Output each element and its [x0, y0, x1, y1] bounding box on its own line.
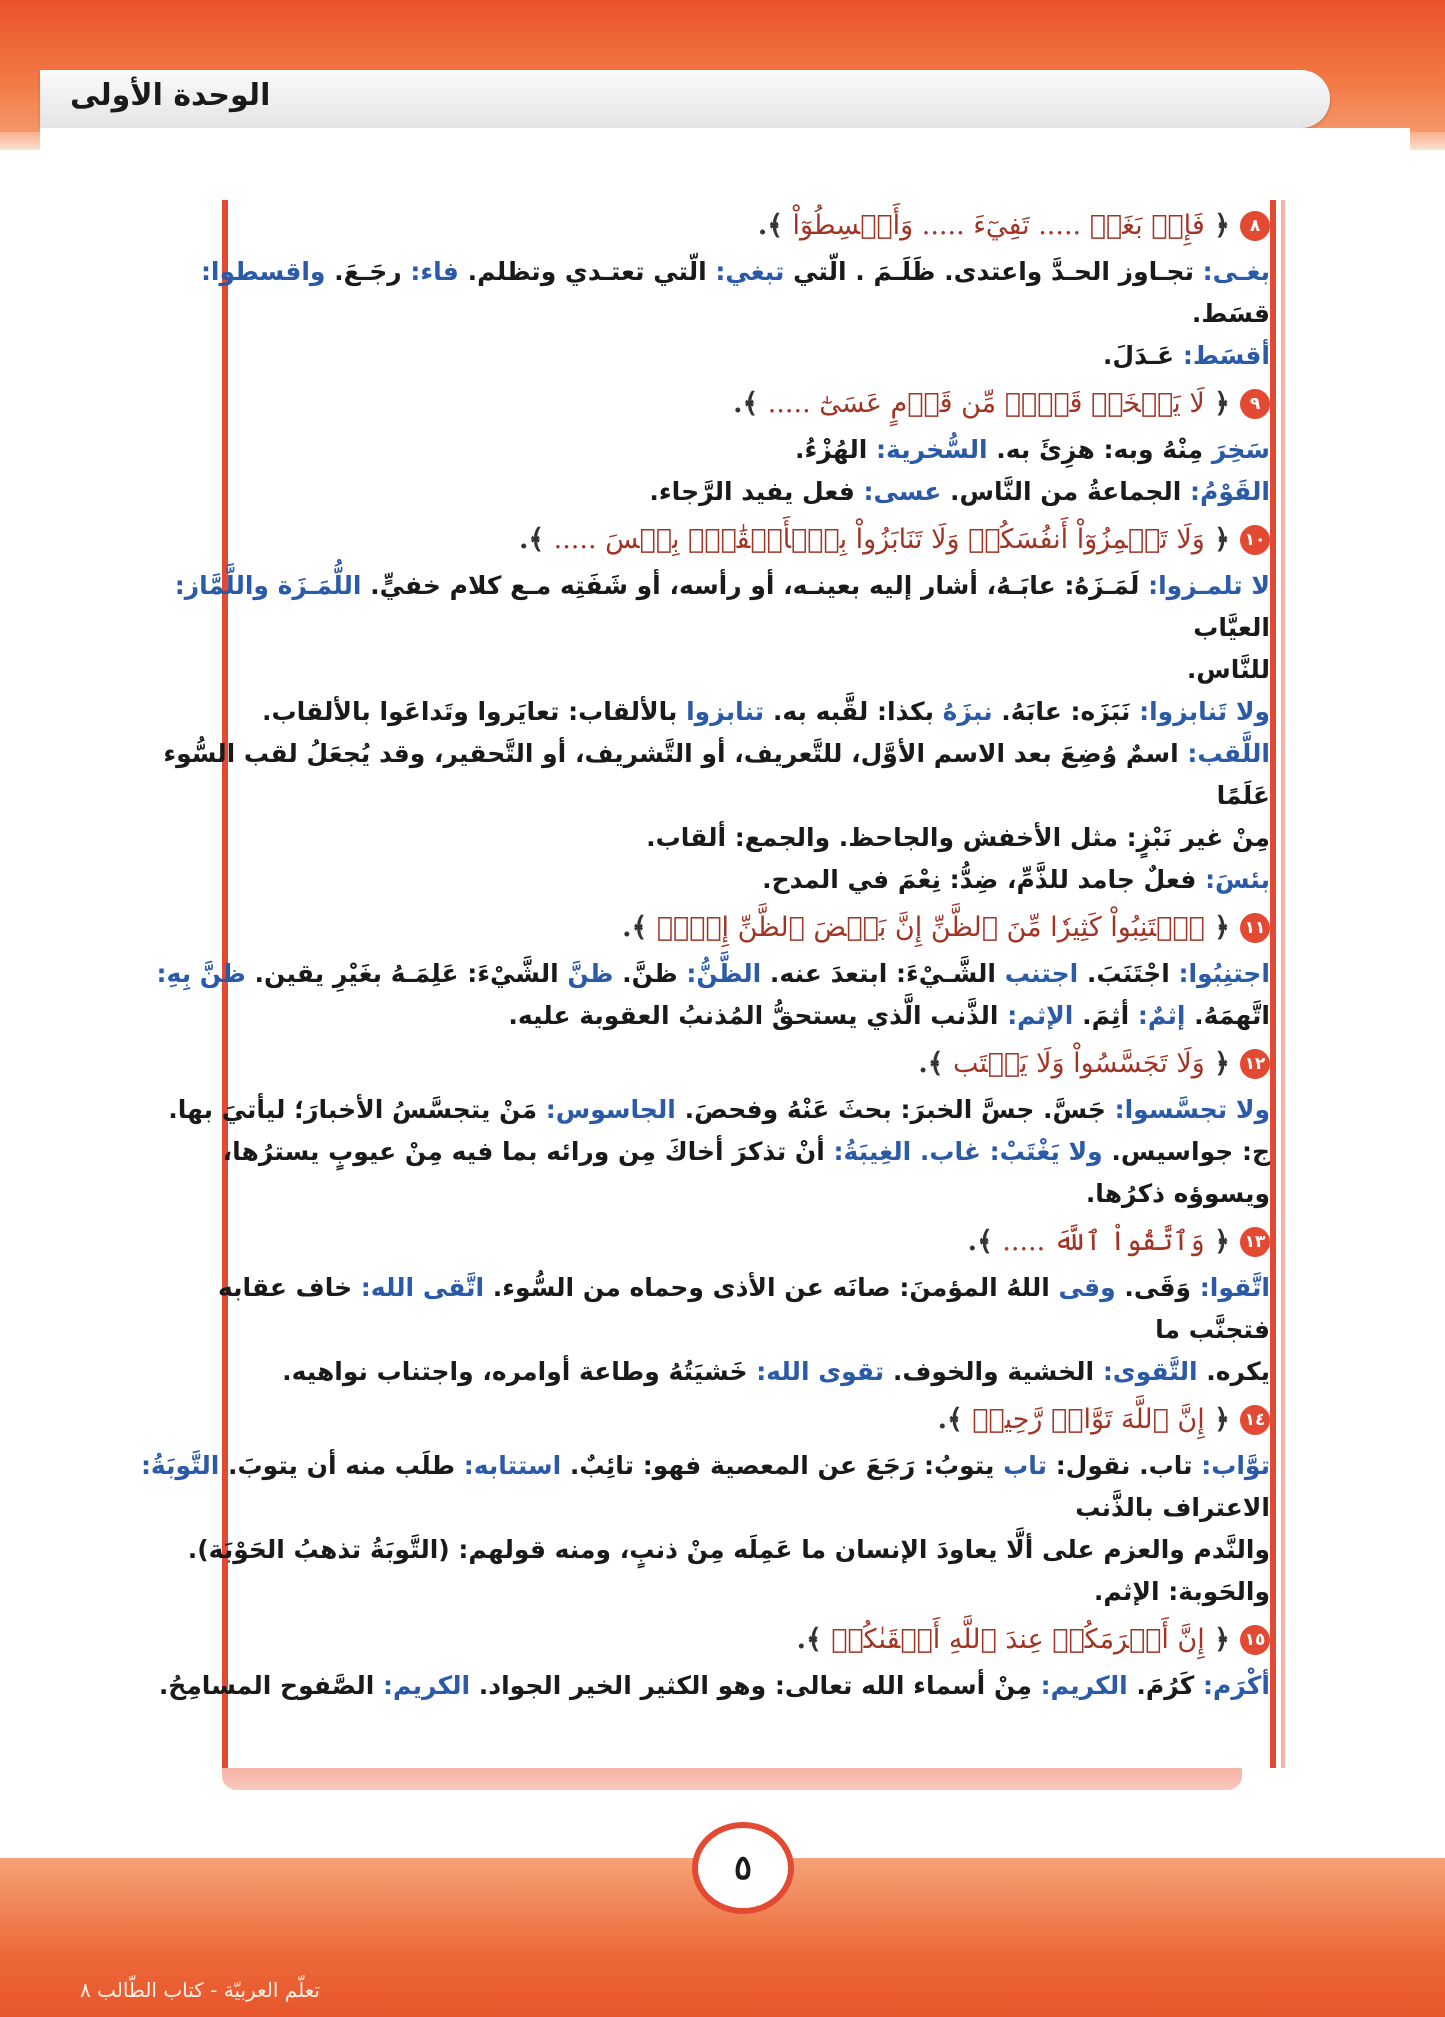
- definition-text: نَبَزَه: عابَهُ.: [992, 697, 1131, 726]
- definition-line: [140, 251, 1270, 335]
- definition-text: ظنَّ.: [613, 959, 678, 988]
- verse-text: وَٱتَّقُواْ ٱللَّهَ .....: [1002, 1226, 1205, 1257]
- keyword: أقسَط:: [1174, 341, 1270, 370]
- ornate-bracket-open: ﴿: [1204, 1048, 1230, 1079]
- keyword: إثمٌ:: [1129, 1001, 1186, 1030]
- ornate-bracket-close: ﴾.: [918, 1048, 953, 1079]
- verse-line: [140, 383, 1270, 425]
- keyword: لا تلمـزوا:: [1139, 571, 1270, 600]
- keyword: أكْرَم:: [1194, 1671, 1270, 1700]
- keyword: نبزَهُ: [933, 697, 993, 726]
- definition-line: [140, 1445, 1270, 1529]
- definition-line: [140, 1665, 1270, 1707]
- verse-line: [140, 1399, 1270, 1441]
- definition-line: [140, 429, 1270, 471]
- keyword: التَّقوى:: [1094, 1357, 1198, 1386]
- verse-number-badge: ١٢: [1240, 1049, 1270, 1079]
- verse-line: [140, 1043, 1270, 1085]
- definition-text: لَمَـزَهُ: عابَـهُ، أشار إليه بعينـه، أو رأسه، أو شَفَتِه مـع كلام خفيٍّ.: [361, 571, 1140, 600]
- definition-text: الخشية والخوف.: [884, 1357, 1095, 1386]
- verse-number-badge: ١٣: [1240, 1227, 1270, 1257]
- definition-text: اسمٌ وُضِعَ بعد الاسم الأوَّل، للتَّعريف، أو التَّشريف، أو التَّحقير، وقد يُجعَلُ لقب السُّوء عَلَمًا: [163, 739, 1270, 810]
- definition-text: فعلٌ جامد للذَّمِّ، ضِدُّ: نِعْمَ في المدح.: [762, 865, 1197, 894]
- definition-text: مِنْهُ وبه: هزِئَ به.: [987, 435, 1204, 464]
- keyword: الظَّنُّ:: [677, 959, 762, 988]
- page-number: ٥: [692, 1822, 794, 1914]
- definition-line: [140, 649, 1270, 691]
- verse-number-badge: ١٥: [1240, 1625, 1270, 1655]
- keyword: ظنَّ بِهِ:: [156, 959, 246, 988]
- ornate-bracket-open: ﴿: [1204, 912, 1230, 943]
- quran-verse: [733, 383, 1230, 425]
- ornate-bracket-open: ﴿: [1204, 210, 1230, 241]
- definition-line: [140, 565, 1270, 649]
- definition-text: الشَّيْءَ: عَلِمَـهُ بغَيْرِ يقين.: [245, 959, 559, 988]
- definition-line: [140, 335, 1270, 377]
- ornate-bracket-close: ﴾.: [937, 1404, 973, 1435]
- keyword: اتَّقى الله:: [352, 1273, 485, 1302]
- vocabulary-content: [140, 205, 1270, 1765]
- definition-line: [140, 953, 1270, 995]
- definition-text: خاف عقابه فتجنَّب ما: [217, 1273, 1270, 1344]
- keyword: استتابه:: [455, 1451, 562, 1480]
- keyword: اللَّقب:: [1178, 739, 1270, 768]
- quran-verse: [519, 519, 1230, 561]
- definition-text: ج: جواسيس.: [1102, 1137, 1270, 1166]
- keyword: واقسطوا:: [200, 257, 326, 286]
- verse-line: [140, 907, 1270, 949]
- definition-text: والنَّدم والعزم على ألَّا يعاودَ الإنسان ما عَمِلَه مِنْ ذنبٍ، ومنه قولهم: (التَّوبَةُ تذهبُ الحَوْبَة). والحَوبة: الإثم.: [187, 1535, 1270, 1606]
- definition-text: الاعتراف بالذَّنب: [1075, 1493, 1270, 1522]
- definition-text: جَسَّ. جسَّ الخبرَ: بحثَ عَنْهُ وفحصَ.: [675, 1095, 1106, 1124]
- ornate-bracket-open: ﴿: [1204, 1226, 1230, 1257]
- keyword: عسى:: [854, 477, 942, 506]
- definition-line: [140, 1529, 1270, 1613]
- definition-line: [140, 733, 1270, 817]
- definition-text: أنْ تذكرَ أخاكَ مِن ورائه بما فيه مِنْ عيوبٍ يسترُها، ويسوؤه ذكرُها.: [222, 1137, 1270, 1208]
- definition-text: تجـاوز الحـدَّ واعتدى. ظَلَـمَ . الّتي: [784, 257, 1194, 286]
- verse-text: وَلَا تَجَسَّسُواْ وَلَا يَغۡتَب: [952, 1048, 1205, 1079]
- definition-text: اتَّهمَهُ.: [1185, 1001, 1270, 1030]
- definition-text: مِنْ أسماء الله تعالى: وهو الكثير الخير الجواد.: [470, 1671, 1032, 1700]
- keyword: فاء:: [401, 257, 459, 286]
- definition-text: الصَّفوح المسامِحُ.: [158, 1671, 375, 1700]
- frame-bottom: [222, 1768, 1242, 1790]
- keyword: توَّاب:: [1192, 1451, 1270, 1480]
- vocab-entry: [140, 519, 1270, 901]
- keyword: سَخِرَ: [1203, 435, 1270, 464]
- ornate-bracket-close: ﴾.: [519, 524, 554, 555]
- ornate-bracket-open: ﴿: [1204, 1624, 1230, 1655]
- definition-line: [140, 691, 1270, 733]
- definition-line: [140, 1089, 1270, 1131]
- keyword: اللُّمَـزَة واللَّمَّاز:: [174, 571, 362, 600]
- keyword: تبغي:: [706, 257, 785, 286]
- keyword: ولا تجسَّسوا:: [1105, 1095, 1270, 1124]
- keyword: الإثم:: [998, 1001, 1074, 1030]
- definition-text: الهُزْءُ.: [795, 435, 868, 464]
- verse-text: إِنَّ ٱللَّهَ تَوَّابٞ رَّحِيمٞ: [972, 1404, 1205, 1435]
- keyword: تقوى الله:: [747, 1357, 885, 1386]
- verse-number-badge: ١١: [1240, 913, 1270, 943]
- verse-number-badge: ٨: [1240, 211, 1270, 241]
- definition-line: [140, 471, 1270, 513]
- definition-text: اللهُ المؤمنَ: صانَه عن الأذى وحماه من السُّوء.: [484, 1273, 1050, 1302]
- keyword: التَّوبَةُ:: [140, 1451, 220, 1480]
- vocab-entry: [140, 1619, 1270, 1707]
- definition-text: مَنْ يتجسَّسُ الأخبارَ؛ ليأتيَ بها.: [168, 1095, 538, 1124]
- keyword: تنابزوا: [677, 697, 765, 726]
- definition-line: [140, 1131, 1270, 1215]
- keyword: ولا تَنابزوا:: [1130, 697, 1270, 726]
- definition-line: [140, 1267, 1270, 1351]
- definition-text: خَشيَتُهُ وطاعة أوامره، واجتناب نواهيه.: [282, 1357, 748, 1386]
- definition-text: طلَب منه أن يتوبَ.: [219, 1451, 455, 1480]
- definition-text: اجْتَنَبَ.: [1078, 959, 1170, 988]
- vocab-entry: [140, 1399, 1270, 1613]
- definition-line: [140, 995, 1270, 1037]
- verse-line: [140, 1221, 1270, 1263]
- ornate-bracket-close: ﴾.: [967, 1226, 1003, 1257]
- verse-text: ٱجۡتَنِبُواْ كَثِيرٗا مِّنَ ٱلظَّنِّ إِنَّ بَعۡضَ ٱلظَّنِّ إِثۡمٞ: [656, 912, 1205, 943]
- definition-text: الجماعةُ من النَّاس.: [941, 477, 1182, 506]
- verse-line: [140, 519, 1270, 561]
- definition-line: [140, 1351, 1270, 1393]
- definition-text: العيَّاب: [1193, 613, 1270, 642]
- quran-verse: [968, 1221, 1230, 1263]
- definition-text: عَـدَلَ.: [1102, 341, 1175, 370]
- keyword: ظنَّ: [558, 959, 614, 988]
- keyword: الكريم:: [1031, 1671, 1128, 1700]
- verse-text: إِنَّ أَكۡرَمَكُمۡ عِندَ ٱللَّهِ أَتۡقَىٰكُمۡ: [831, 1624, 1205, 1655]
- keyword: الكريم:: [374, 1671, 471, 1700]
- verse-text: فَإِنۢ بَغَتۡ ..... تَفِيٓءَ ..... وَأَقۡسِطُوٓاْ: [792, 210, 1205, 241]
- quran-verse: [758, 205, 1230, 247]
- verse-line: [140, 1619, 1270, 1661]
- frame-rule-right-inner: [1281, 200, 1285, 1768]
- keyword: اتَّقوا:: [1191, 1273, 1270, 1302]
- definition-text: للنَّاس.: [1186, 655, 1270, 684]
- quran-verse: [918, 1043, 1230, 1085]
- vocab-entry: [140, 1043, 1270, 1215]
- verse-line: [140, 205, 1270, 247]
- keyword: ولا يَغْتَبْ: غاب. الغِيبَةُ:: [824, 1137, 1103, 1166]
- definition-text: كَرُمَ.: [1127, 1671, 1195, 1700]
- definition-text: رجَـعَ.: [325, 257, 402, 286]
- ornate-bracket-close: ﴾.: [733, 388, 768, 419]
- frame-rule-right: [1270, 200, 1276, 1768]
- ornate-bracket-open: ﴿: [1204, 1404, 1230, 1435]
- definition-text: يتوبُ: رَجَعَ عن المعصية فهو: تائِبٌ.: [561, 1451, 995, 1480]
- vocab-entry: [140, 383, 1270, 513]
- definition-line: [140, 859, 1270, 901]
- ornate-bracket-close: ﴾.: [796, 1624, 832, 1655]
- verse-number-badge: ١٠: [1240, 525, 1270, 555]
- vocab-entry: [140, 1221, 1270, 1393]
- definition-text: فعل يفيد الرَّجاء.: [649, 477, 855, 506]
- verse-text: لَا يَسۡخَرۡ قَوۡمٞ مِّن قَوۡمٍ عَسَىٰٓ .....: [767, 388, 1205, 419]
- definition-text: مِنْ غير نَبْزٍ: مثل الأخفش والجاحظ. والجمع: ألقاب.: [646, 823, 1270, 852]
- ornate-bracket-open: ﴿: [1204, 524, 1230, 555]
- definition-text: أثِمَ.: [1073, 1001, 1130, 1030]
- definition-text: تاب. نقول:: [1046, 1451, 1193, 1480]
- keyword: بغـى:: [1193, 257, 1270, 286]
- ornate-bracket-close: ﴾.: [622, 912, 657, 943]
- keyword: وقى: [1049, 1273, 1116, 1302]
- definition-text: يكره.: [1197, 1357, 1270, 1386]
- keyword: اجتنِبُوا:: [1169, 959, 1270, 988]
- definition-text: بكذا: لقَّبه به.: [764, 697, 934, 726]
- vocab-entry: [140, 205, 1270, 377]
- verse-number-badge: ١٤: [1240, 1405, 1270, 1435]
- keyword: تاب: [994, 1451, 1047, 1480]
- verse-number-badge: ٩: [1240, 389, 1270, 419]
- definition-text: الّتي تعتـدي وتظلم.: [458, 257, 707, 286]
- quran-verse: [622, 907, 1230, 949]
- unit-title: الوحدة الأولى: [70, 78, 271, 113]
- keyword: اجتنب: [996, 959, 1079, 988]
- definition-text: قسَط.: [1191, 299, 1270, 328]
- book-title-footer: تعلّم العربيّة - كتاب الطّالب ٨: [80, 1978, 320, 2002]
- definition-line: [140, 817, 1270, 859]
- quran-verse: [797, 1619, 1230, 1661]
- verse-text: وَلَا تَلۡمِزُوٓاْ أَنفُسَكُمۡ وَلَا تَنَابَزُواْ بِٱلۡأَلۡقَٰبِۖ بِئۡسَ .....: [553, 524, 1205, 555]
- keyword: القَوْمُ:: [1181, 477, 1270, 506]
- definition-text: وَقَى.: [1115, 1273, 1192, 1302]
- keyword: بئسَ:: [1196, 865, 1270, 894]
- keyword: الجاسوس:: [537, 1095, 676, 1124]
- definition-text: الشَّـيْءَ: ابتعدَ عنه.: [761, 959, 996, 988]
- definition-text: بالألقاب: تعايَروا وتَداعَوا بالألقاب.: [262, 697, 678, 726]
- keyword: السُّخرية:: [867, 435, 988, 464]
- ornate-bracket-close: ﴾.: [757, 210, 793, 241]
- ornate-bracket-open: ﴿: [1204, 388, 1230, 419]
- quran-verse: [938, 1399, 1230, 1441]
- definition-text: الذَّنب الَّذي يستحقُّ المُذنبُ العقوبة عليه.: [508, 1001, 999, 1030]
- vocab-entry: [140, 907, 1270, 1037]
